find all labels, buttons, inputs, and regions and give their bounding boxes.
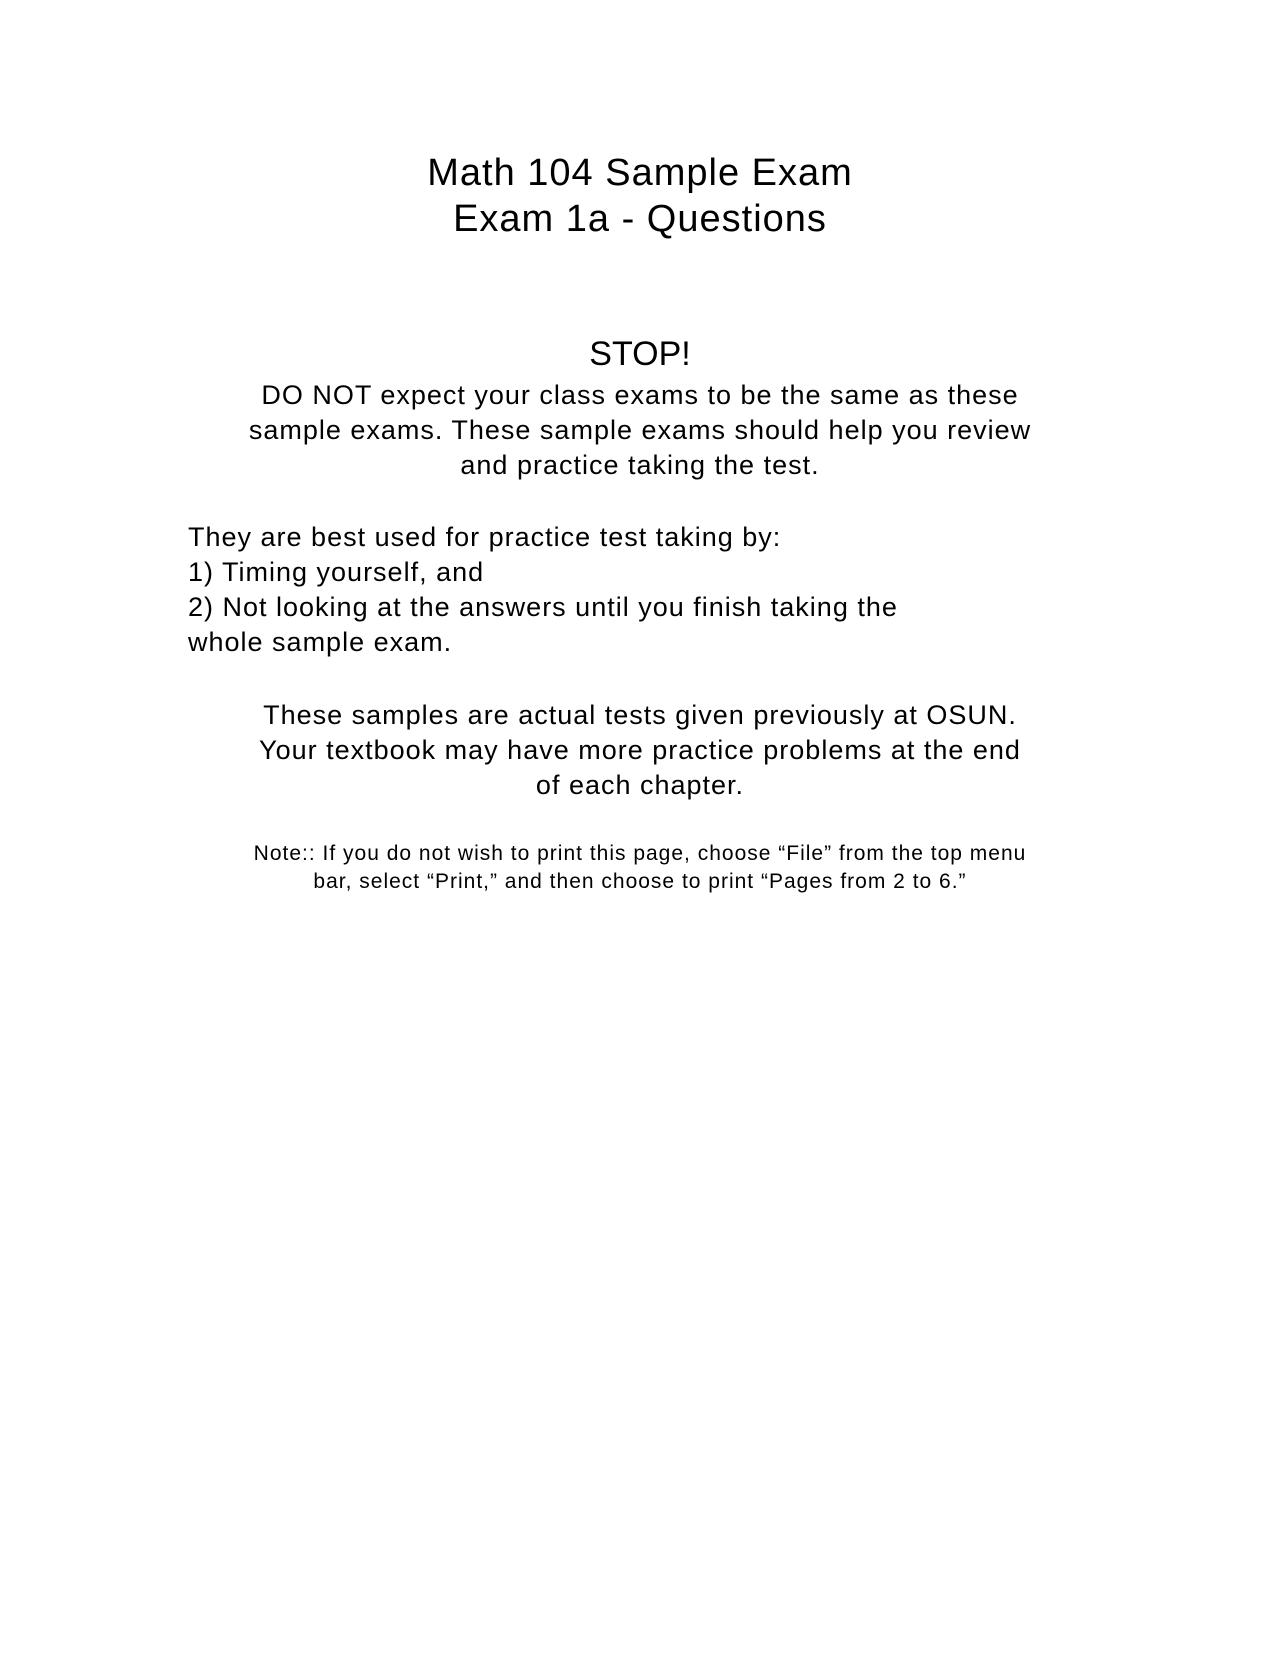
usage-item: whole sample exam.	[188, 627, 453, 657]
page-title: Math 104 Sample Exam	[427, 152, 853, 194]
samples-line: These samples are actual tests given previously at OSUN.	[263, 700, 1017, 730]
usage-item: 2) Not looking at the answers until you finish taking the	[188, 592, 898, 622]
warning-paragraph	[170, 378, 1110, 483]
warning-line: and practice taking the test.	[460, 450, 820, 480]
warning-line: DO NOT expect your class exams to be the same as these	[261, 380, 1019, 410]
usage-paragraph	[188, 520, 1108, 660]
stop-heading: STOP!	[589, 335, 691, 373]
warning-line: sample exams. These sample exams should help you review	[248, 415, 1032, 445]
samples-paragraph	[170, 698, 1110, 803]
usage-intro: They are best used for practice test taking by:	[188, 522, 782, 552]
note-line: Note:: If you do not wish to print this page, choose “File” from the top menu	[253, 842, 1027, 865]
title-block	[0, 150, 1280, 242]
samples-line: Your textbook may have more practice problems at the end	[259, 735, 1021, 765]
note-line: bar, select “Print,” and then choose to print “Pages from 2 to 6.”	[313, 870, 967, 893]
samples-line: of each chapter.	[535, 770, 745, 800]
print-note	[170, 840, 1110, 896]
page-subtitle: Exam 1a - Questions	[453, 198, 827, 240]
usage-item: 1) Timing yourself, and	[188, 557, 485, 587]
